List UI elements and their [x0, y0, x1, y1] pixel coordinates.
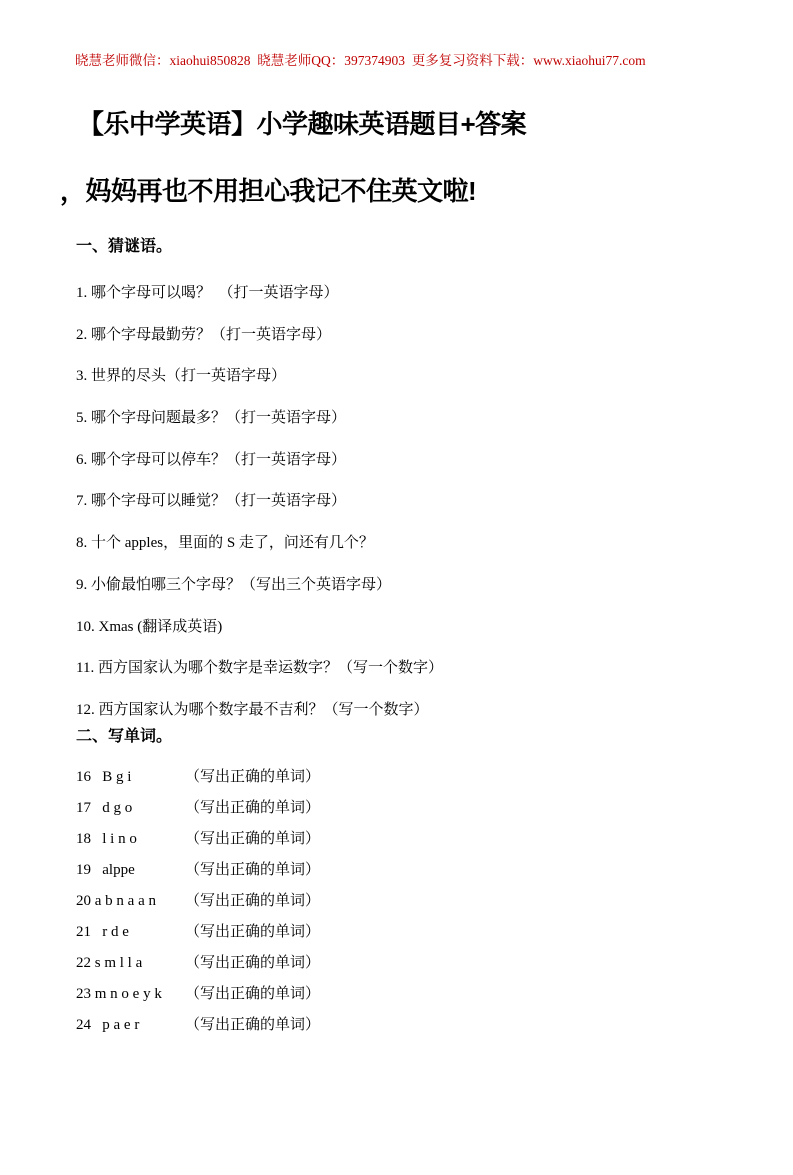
document-title-line2: ，妈妈再也不用担心我记不住英文啦! [60, 176, 477, 206]
word-note: （写出正确的单词） [185, 830, 321, 847]
word-item-19 [76, 860, 793, 881]
word-item-21 [76, 922, 793, 943]
riddle-item-8: 8. 十个 apples，里面的 S 走了，问还有几个？ [76, 535, 374, 552]
word-label: 24 p a e r [76, 1016, 140, 1033]
riddle-item-9: 9. 小偷最怕哪三个字母？（写出三个英语字母） [76, 576, 392, 593]
riddle-item-2: 2. 哪个字母最勤劳？（打一英语字母） [76, 326, 332, 343]
word-label: 18 l i n o [76, 830, 137, 847]
word-note: （写出正确的单词） [185, 923, 321, 940]
word-label: 19 alppe [76, 861, 135, 878]
word-note: （写出正确的单词） [185, 1016, 321, 1033]
riddle-item-3: 3. 世界的尽头（打一英语字母） [76, 368, 287, 385]
riddle-item-6: 6. 哪个字母可以停车？（打一英语字母） [76, 451, 347, 468]
word-item-16 [76, 767, 793, 788]
word-label: 21 r d e [76, 923, 129, 940]
word-note: （写出正确的单词） [185, 985, 321, 1002]
word-item-17 [76, 798, 793, 819]
riddle-item-7: 7. 哪个字母可以睡觉？（打一英语字母） [76, 493, 347, 510]
section-riddles-heading: 一、猜谜语。 [76, 238, 173, 255]
word-item-18 [76, 829, 793, 850]
riddle-item-10: 10. Xmas (翻译成英语) [76, 618, 223, 635]
word-note: （写出正确的单词） [185, 892, 321, 909]
document-title-line1: 【乐中学英语】小学趣味英语题目+答案 [78, 109, 527, 139]
section-words-heading: 二、写单词。 [76, 727, 173, 745]
word-label: 22 s m l l a [76, 954, 143, 971]
word-label: 16 B g i [76, 768, 132, 785]
word-label: 20 a b n a a n [76, 892, 156, 909]
riddle-item-1: 1. 哪个字母可以喝？ （打一英语字母） [76, 285, 339, 301]
word-item-23 [76, 984, 793, 1005]
word-item-22 [76, 953, 793, 974]
header-contact-line: 晓慧老师微信：xiaohui850828 晓慧老师QQ：397374903 更多复习资料下载：www.xiaohui77.com [75, 53, 646, 68]
word-item-20 [76, 891, 793, 912]
word-note: （写出正确的单词） [185, 768, 321, 785]
word-label: 23 m n o e y k [76, 985, 162, 1002]
document-page [0, 53, 793, 1175]
riddle-item-5: 5. 哪个字母问题最多？（打一英语字母） [76, 410, 347, 427]
word-item-24 [76, 1015, 793, 1036]
word-label: 17 d g o [76, 799, 133, 816]
word-note: （写出正确的单词） [185, 799, 321, 816]
word-note: （写出正确的单词） [185, 861, 321, 878]
riddle-item-12: 12. 西方国家认为哪个数字最不吉利？（写一个数字） [76, 701, 429, 718]
word-note: （写出正确的单词） [185, 954, 321, 971]
riddle-item-11: 11. 西方国家认为哪个数字是幸运数字？（写一个数字） [76, 660, 443, 677]
